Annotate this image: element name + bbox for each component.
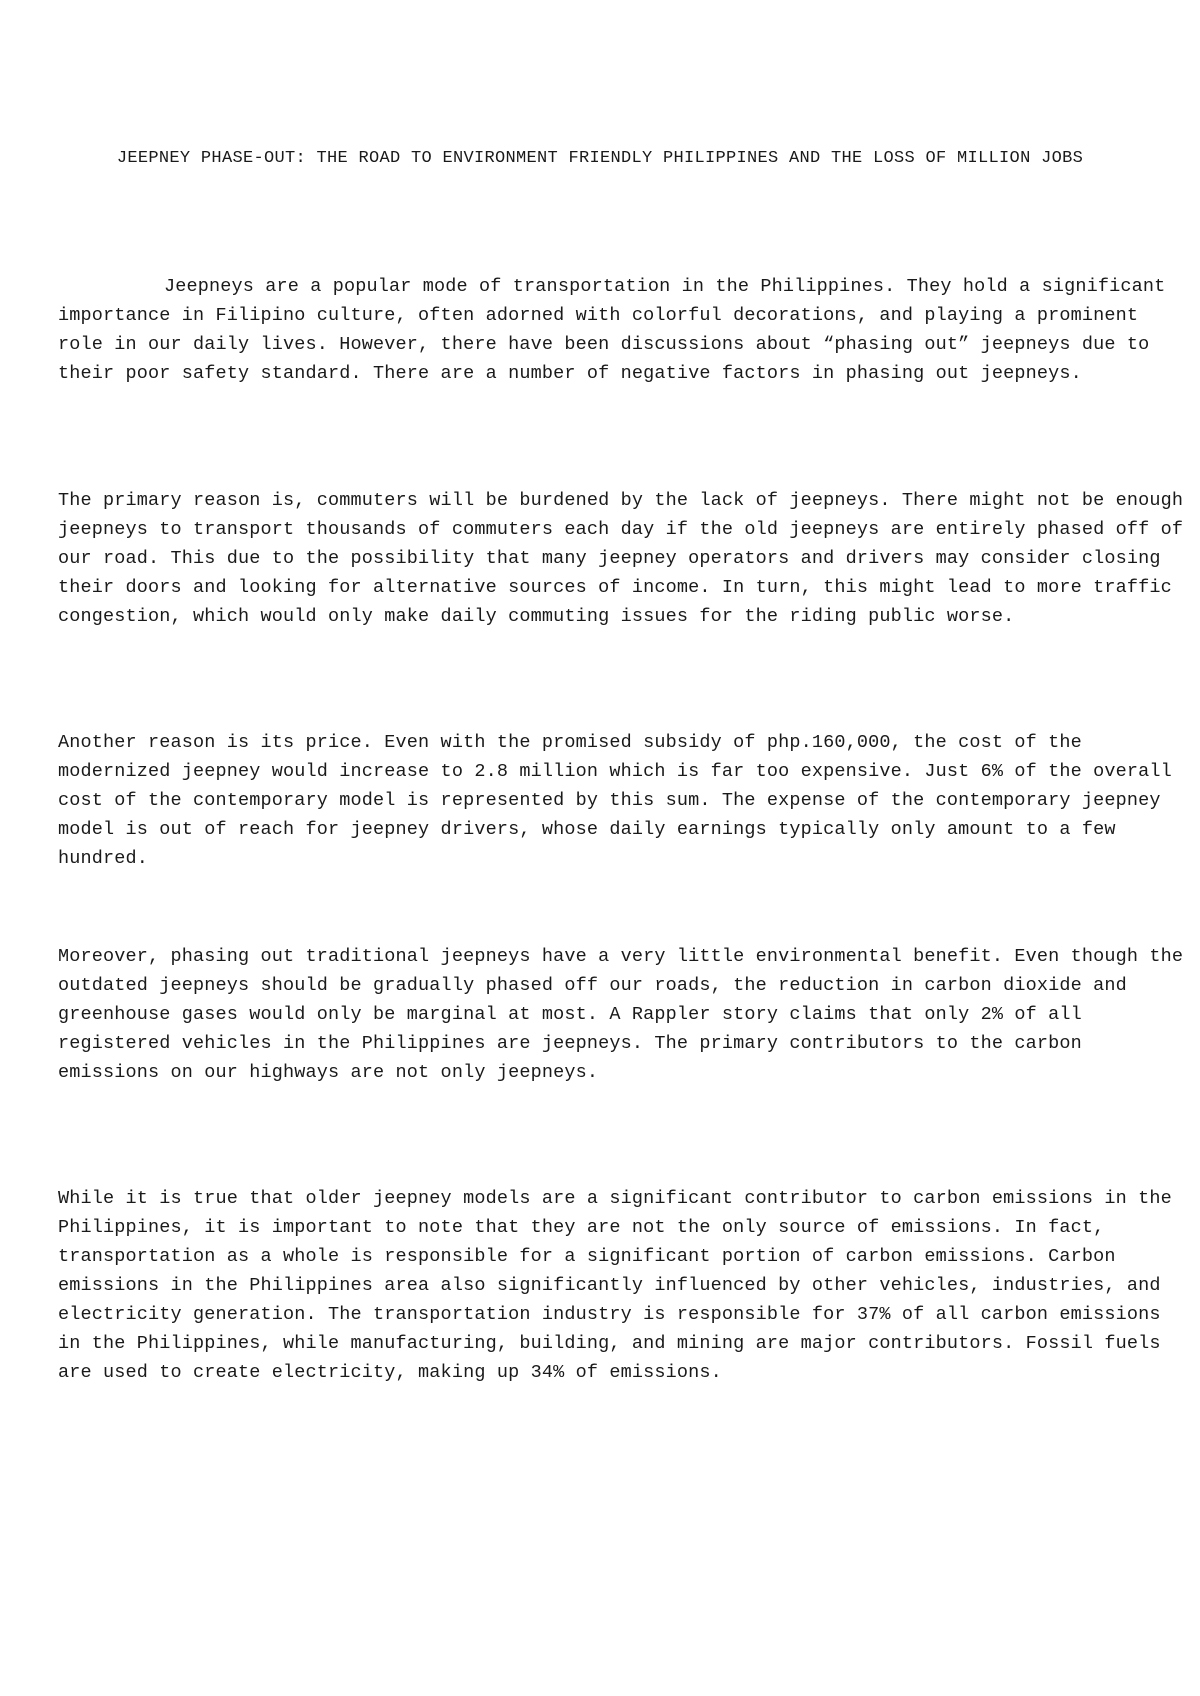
- paragraph-price: Another reason is its price. Even with the promised subsidy of php.160,000, the cost of the modernized jeepney would increase to 2.8 million which is far too expensive. Just 6% of the overall cost of the contemporary model is represented by this sum. The expense of the contemporary jeepney model is out of reach for jeepney drivers, whose daily earnings typically only amount to a few hundred.: [58, 732, 1172, 869]
- paragraph-environment: Moreover, phasing out traditional jeepneys have a very little environmental benefit. Even though the outdated jeepneys should be gradually phased off our roads, the reduction in carbon dioxide and greenhouse gases would only be marginal at most. A Rappler story claims that only 2% of all registered vehicles in the Philippines are jeepneys. The primary contributors to the carbon emissions on our highways are not only jeepneys.: [58, 946, 1184, 1083]
- paragraph-commuters: The primary reason is, commuters will be burdened by the lack of jeepneys. There might not be enough jeepneys to transport thousands of commuters each day if the old jeepneys are entirely phased off of our road. This due to the possibility that many jeepney operators and drivers may consider closing their doors and looking for alternative sources of income. In turn, this might lead to more traffic congestion, which would only make daily commuting issues for the riding public worse.: [58, 490, 1184, 627]
- paragraph-intro: Jeepneys are a popular mode of transportation in the Philippines. They hold a significant importance in Filipino culture, often adorned with colorful decorations, and playing a prominent role in our daily lives. However, there have been discussions about “phasing out” jeepneys due to their poor safety standard. There are a number of negative factors in phasing out jeepneys.: [58, 276, 1166, 384]
- document-title: JEEPNEY PHASE-OUT: THE ROAD TO ENVIRONMENT FRIENDLY PHILIPPINES AND THE LOSS OF MILLION JOBS: [116, 149, 1084, 168]
- paragraph-emissions: While it is true that older jeepney models are a significant contributor to carbon emissions in the Philippines, it is important to note that they are not the only source of emissions. In fact, transportation as a whole is responsible for a significant portion of carbon emissions. Carbon emissions in the Philippines area also significantly influenced by other vehicles, industries, and electricity generation. The transportation industry is responsible for 37% of all carbon emissions in the Philippines, while manufacturing, building, and mining are major contributors. Fossil fuels are used to create electricity, making up 34% of emissions.: [58, 1188, 1172, 1383]
